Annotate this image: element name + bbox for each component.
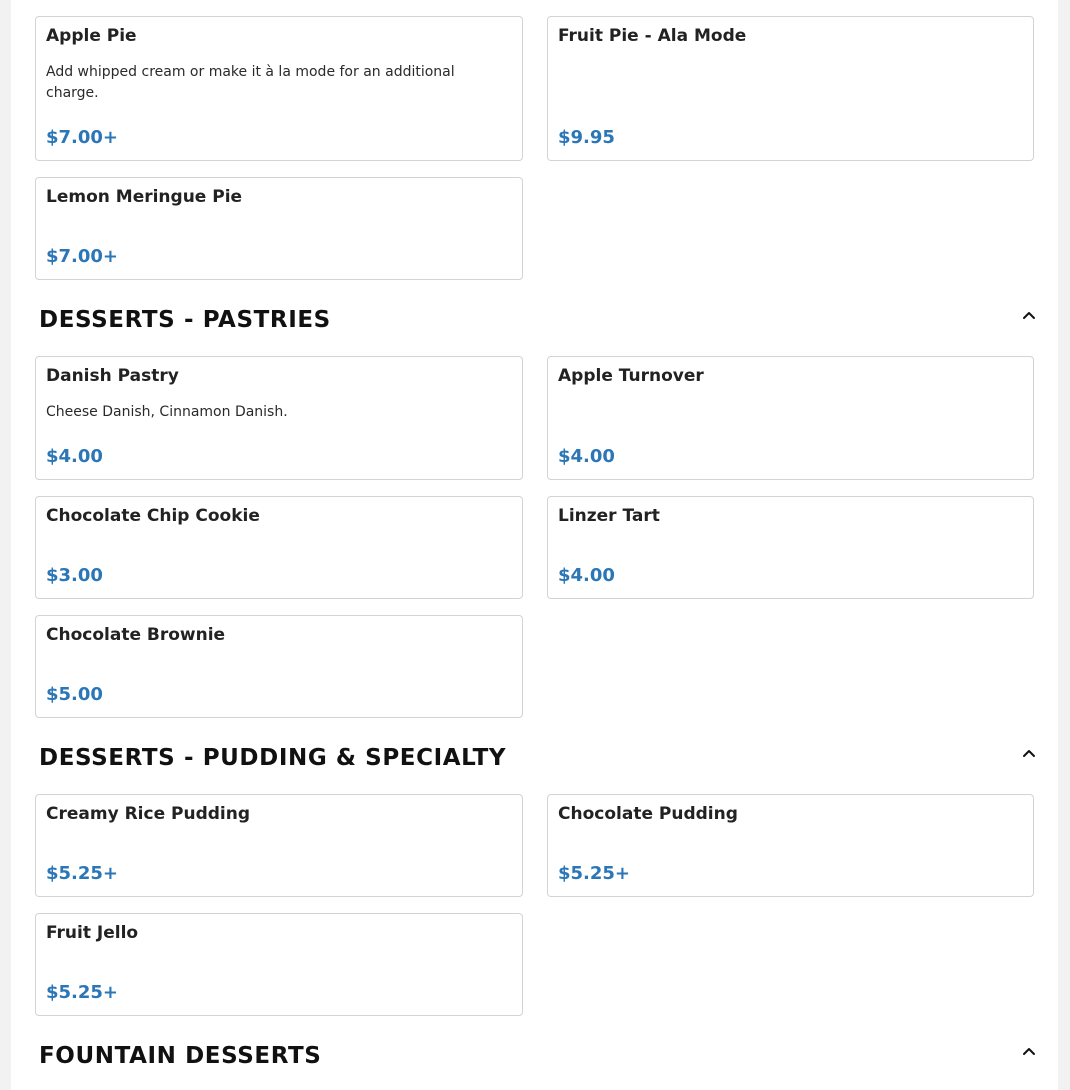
menu-item-card[interactable] (35, 794, 523, 897)
menu-item-price: $5.25+ (46, 863, 119, 884)
menu-item-name: Creamy Rice Pudding (46, 804, 251, 824)
chevron-up-icon[interactable] (1019, 743, 1039, 763)
menu-item-description: Cheese Danish, Cinnamon Danish. (46, 404, 288, 420)
menu-item-card[interactable] (35, 496, 523, 599)
menu-item-card[interactable] (35, 177, 523, 280)
menu-item-name: Chocolate Chip Cookie (46, 506, 260, 526)
section-header-fountain[interactable] (39, 1043, 1039, 1083)
menu-item-price: $3.00 (46, 565, 103, 586)
menu-item-card[interactable] (35, 356, 523, 480)
chevron-up-icon[interactable] (1019, 305, 1039, 325)
menu-item-price: $4.00 (46, 446, 103, 467)
menu-item-price: $5.00 (46, 684, 103, 705)
menu-item-price: $5.25+ (558, 863, 631, 884)
menu-page (11, 0, 1058, 1090)
menu-item-name: Chocolate Brownie (46, 625, 226, 645)
menu-item-description: Add whipped cream or make it à la mode for an additional charge. (46, 64, 455, 101)
menu-item-price: $9.95 (558, 127, 615, 148)
menu-item-price: $7.00+ (46, 246, 119, 267)
section-header-pastries[interactable] (39, 307, 1039, 347)
menu-item-name: Fruit Pie - Ala Mode (558, 26, 747, 46)
menu-item-card[interactable] (547, 16, 1034, 161)
chevron-up-icon[interactable] (1019, 1041, 1039, 1061)
menu-item-name: Lemon Meringue Pie (46, 187, 243, 207)
menu-item-card[interactable] (547, 794, 1034, 897)
menu-item-name: Fruit Jello (46, 923, 139, 943)
menu-item-card[interactable] (547, 356, 1034, 480)
menu-item-name: Chocolate Pudding (558, 804, 738, 824)
menu-item-price: $4.00 (558, 565, 615, 586)
menu-item-card[interactable] (35, 16, 523, 161)
menu-item-card[interactable] (35, 615, 523, 718)
menu-item-price: $7.00+ (46, 127, 119, 148)
menu-item-name: Danish Pastry (46, 366, 179, 386)
menu-item-price: $5.25+ (46, 982, 119, 1003)
section-title: DESSERTS - PASTRIES (39, 307, 331, 333)
section-title: FOUNTAIN DESSERTS (39, 1043, 322, 1069)
menu-item-name: Apple Pie (46, 26, 137, 46)
section-header-pudding[interactable] (39, 745, 1039, 785)
section-title: DESSERTS - PUDDING & SPECIALTY (39, 745, 507, 771)
menu-item-name: Apple Turnover (558, 366, 704, 386)
menu-item-card[interactable] (35, 913, 523, 1016)
menu-item-price: $4.00 (558, 446, 615, 467)
menu-item-card[interactable] (547, 496, 1034, 599)
menu-item-name: Linzer Tart (558, 506, 660, 526)
